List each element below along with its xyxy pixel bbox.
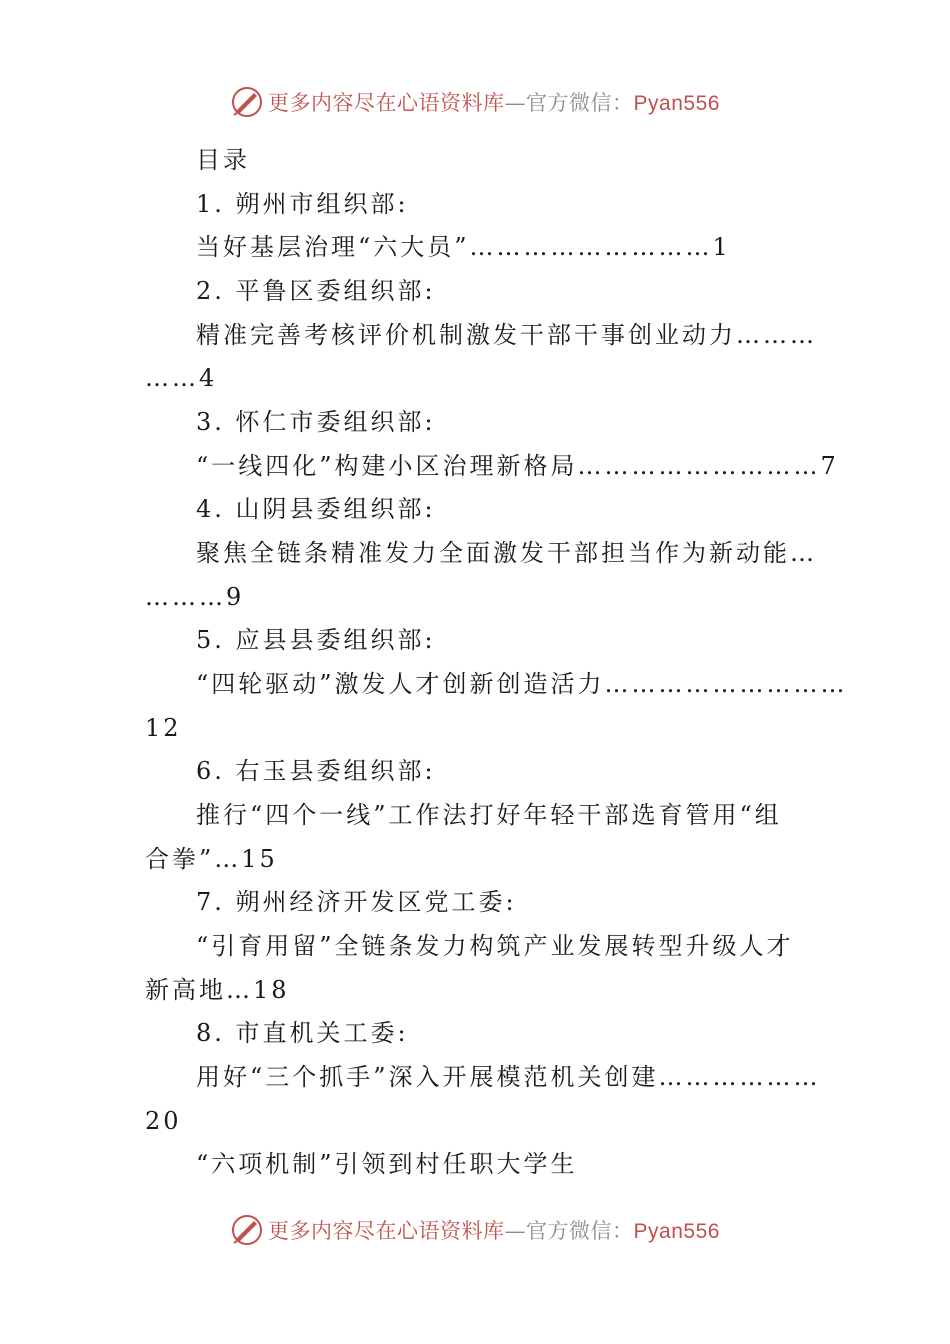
banner-dash: — bbox=[504, 91, 527, 115]
toc-line: 12 bbox=[145, 714, 182, 742]
pen-logo-icon bbox=[230, 1213, 264, 1247]
footer-banner bbox=[0, 1208, 950, 1252]
banner-text bbox=[268, 1215, 720, 1245]
toc-line: 用好“三个抓手”深入开展模范机关创建……………… bbox=[196, 1063, 821, 1091]
banner-main-text: 更多内容尽在心语资料库 bbox=[268, 1219, 505, 1243]
toc-line: 合拳”…15 bbox=[145, 845, 278, 873]
toc-line: ……4 bbox=[145, 364, 218, 392]
toc-line: 5. 应县县委组织部: bbox=[196, 626, 436, 654]
banner-dash: — bbox=[504, 1219, 527, 1243]
toc-line: “四轮驱动”激发人才创新创造活力……………………… bbox=[196, 670, 848, 698]
toc-line: “六项机制”引领到村任职大学生 bbox=[196, 1150, 578, 1178]
toc-line: 7. 朔州经济开发区党工委: bbox=[196, 888, 517, 916]
toc-line: 8. 市直机关工委: bbox=[196, 1019, 409, 1047]
toc-line: “引育用留”全链条发力构筑产业发展转型升级人才 bbox=[196, 932, 794, 960]
toc-line: 4. 山阴县委组织部: bbox=[196, 495, 436, 523]
toc-line: ………9 bbox=[145, 583, 245, 611]
banner-wechat-label: 官方微信： bbox=[526, 91, 634, 115]
toc-line: 推行“四个一线”工作法打好年轻干部选育管用“组 bbox=[196, 801, 782, 829]
toc-line: 20 bbox=[145, 1107, 182, 1135]
toc-line: 精准完善考核评价机制激发干部干事创业动力……… bbox=[196, 321, 817, 349]
toc-line: 1. 朔州市组织部: bbox=[196, 190, 409, 218]
banner-wechat-id: Pyan556 bbox=[633, 1220, 720, 1243]
banner-main-text: 更多内容尽在心语资料库 bbox=[268, 91, 505, 115]
toc-line: 2. 平鲁区委组织部: bbox=[196, 277, 436, 305]
toc-line: 6. 右玉县委组织部: bbox=[196, 757, 436, 785]
toc-line: 新高地…18 bbox=[145, 976, 290, 1004]
toc-title: 目录 bbox=[196, 146, 250, 174]
banner-wechat-id: Pyan556 bbox=[633, 92, 720, 115]
toc-line: “一线四化”构建小区治理新格局………………………7 bbox=[196, 452, 839, 480]
toc-line: 聚焦全链条精准发力全面激发干部担当作为新动能… bbox=[196, 539, 817, 567]
toc-line: 3. 怀仁市委组织部: bbox=[196, 408, 436, 436]
banner-wechat-label: 官方微信： bbox=[526, 1219, 634, 1243]
toc-line: 当好基层治理“六大员”………………………1 bbox=[196, 233, 731, 261]
